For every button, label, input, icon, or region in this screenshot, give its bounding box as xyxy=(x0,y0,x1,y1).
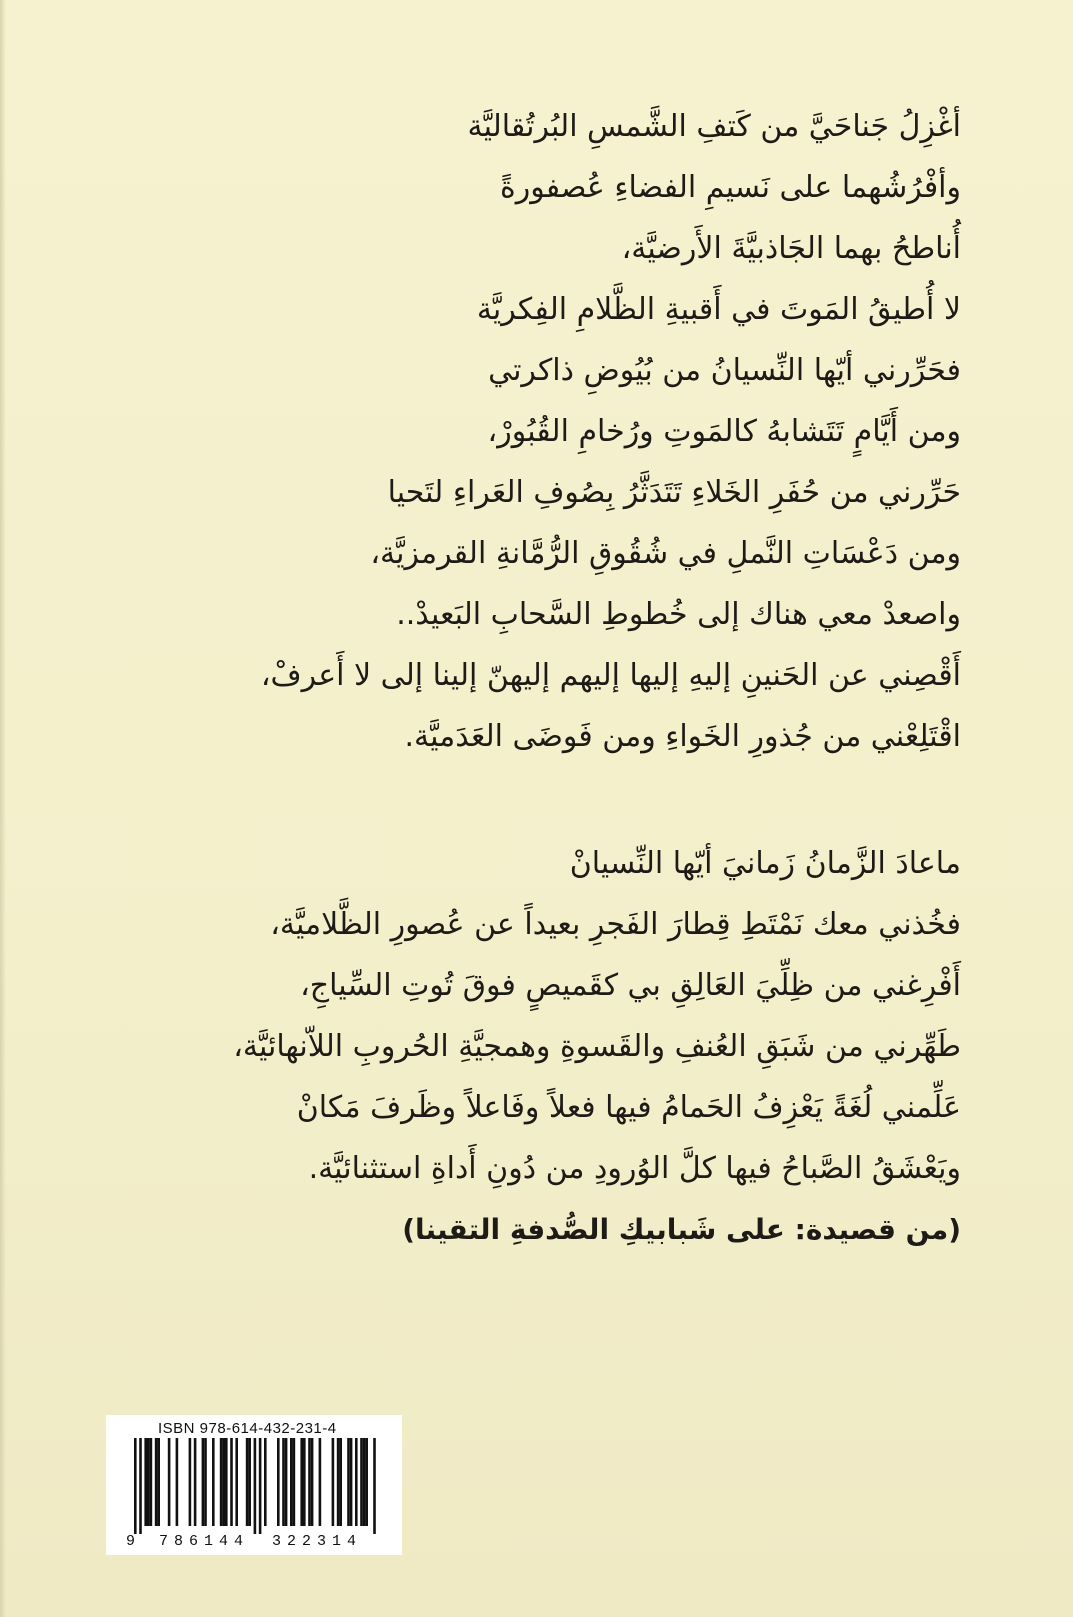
poem-line: واصعدْ معي هناك إلى خُطوطِ السَّحابِ البَعيدْ.. xyxy=(396,597,961,632)
barcode-bar xyxy=(189,1438,192,1526)
barcode-bar xyxy=(235,1438,238,1526)
barcode-bar xyxy=(285,1438,288,1526)
barcode-digit-lead: 9 xyxy=(126,1533,136,1550)
barcode-bars xyxy=(134,1438,378,1534)
barcode-bar xyxy=(168,1438,171,1526)
barcode-bar xyxy=(332,1438,335,1526)
barcode-guard-bar xyxy=(134,1438,137,1534)
barcode-bar xyxy=(360,1438,363,1526)
barcode-bar xyxy=(303,1438,306,1526)
poem-line: ومن أَيَّامٍ تَتَشابهُ كالمَوتِ ورُخامِ القُبُورْ، xyxy=(487,414,961,449)
barcode-bar xyxy=(337,1438,340,1526)
barcode-bar xyxy=(155,1438,158,1526)
barcode-bar xyxy=(293,1438,296,1526)
poem-line: لا أُطيقُ المَوتَ في أَقبيةِ الظَّلامِ الفِكريَّة xyxy=(476,292,961,327)
barcode-bar xyxy=(355,1438,358,1526)
barcode-bar xyxy=(220,1438,223,1526)
barcode-digits-left: 786144 xyxy=(159,1533,250,1550)
barcode-bar xyxy=(311,1438,314,1526)
barcode-bar xyxy=(176,1438,179,1526)
poem-stanza-2 xyxy=(101,833,961,1199)
barcode-bar xyxy=(147,1438,150,1526)
isbn-barcode xyxy=(106,1415,402,1555)
poem-line: حَرِّرني من حُفَرِ الخَلاءِ تَتَدَثَّرُ بِصُوفِ العَراءِ لتَحيا xyxy=(387,475,961,510)
poem-line: ومن دَعْسَاتِ النَّملِ في شُقُوقِ الرُّمَّانةِ القرمزيَّة، xyxy=(370,536,961,571)
cover-edge-shadow xyxy=(0,0,6,1617)
barcode-guard-bar xyxy=(254,1438,257,1534)
poem-stanza-1 xyxy=(101,96,961,767)
barcode-bar xyxy=(222,1438,225,1526)
poem-line: فحَرِّرني أيّها النِّسيانُ من بُيُوضِ ذاكرتي xyxy=(488,353,961,388)
poem-line: ويَعْشَقُ الصَّباحُ فيها كلَّ الوُرودِ من دُونِ أَداةِ استثنائيَّة. xyxy=(308,1151,961,1186)
barcode-bar xyxy=(350,1438,353,1526)
barcode-bar xyxy=(150,1438,153,1526)
barcode-bar xyxy=(319,1438,322,1526)
poem-source-caption: (من قصيدة: على شَبابيكِ الصُّدفةِ التقينا) xyxy=(402,1213,961,1246)
barcode-bar xyxy=(204,1438,207,1526)
poem-line: ماعادَ الزَّمانُ زَمانيَ أيّها النِّسيانْ xyxy=(569,846,961,881)
poem-line: وأفْرُشُهما على نَسيمِ الفضاءِ عُصفورةً xyxy=(500,170,961,205)
poem-line: أُناطحُ بهما الجَاذبيَّةَ الأَرضيَّة، xyxy=(621,231,961,266)
barcode-bar xyxy=(277,1438,280,1526)
barcode-bar xyxy=(157,1438,160,1526)
barcode-bar xyxy=(225,1438,228,1526)
barcode-bar xyxy=(308,1438,311,1526)
poem-line: اقْتَلِعْني من جُذورِ الخَواءِ ومن فَوضَى العَدَميَّة. xyxy=(404,719,961,754)
barcode-digits-right: 322314 xyxy=(272,1533,363,1550)
barcode-bar xyxy=(230,1438,233,1526)
barcode-bar xyxy=(264,1438,267,1526)
barcode-bar xyxy=(248,1438,251,1526)
barcode-bar xyxy=(246,1438,249,1526)
poem-line: عَلِّمني لُغَةً يَعْزِفُ الحَمامُ فيها فعلاً وفَاعلاً وظَرفَ مَكانْ xyxy=(296,1090,961,1125)
poem-line: فخُذني معك نَمْتَطِ قِطارَ الفَجرِ بعيداً عن عُصورِ الظَّلاميَّة، xyxy=(270,907,961,942)
poem-line: أَفْرِغني من ظِلِّيَ العَالِقِ بي كقَميصٍ فوقَ تُوتِ السِّياجِ، xyxy=(300,968,961,1003)
barcode-bar xyxy=(365,1438,368,1526)
barcode-bar xyxy=(144,1438,147,1526)
barcode-bar xyxy=(300,1438,303,1526)
barcode-bar xyxy=(212,1438,215,1526)
barcode-bar xyxy=(202,1438,205,1526)
barcode-guard-bar xyxy=(139,1438,142,1534)
poem-line: أَقْصِني عن الحَنينِ إليهِ إليها إليهم إليهنّ إلينا إلى لا أَعرفْ، xyxy=(260,658,961,693)
barcode-guard-bar xyxy=(259,1438,262,1534)
barcode-bar xyxy=(347,1438,350,1526)
barcode-bar xyxy=(290,1438,293,1526)
poem-line: أغْزِلُ جَناحَيَّ من كَتفِ الشَّمسِ البُرتُقاليَّة xyxy=(467,109,961,144)
barcode-bar xyxy=(363,1438,366,1526)
poem-line: طَهِّرني من شَبَقِ العُنفِ والقَسوةِ وهمجيَّةِ الحُروبِ اللاّنهائيَّة، xyxy=(233,1029,961,1064)
barcode-bar xyxy=(194,1438,197,1526)
barcode-guard-bar xyxy=(373,1438,376,1534)
barcode-bar xyxy=(282,1438,285,1526)
isbn-label: ISBN 978-614-432-231-4 xyxy=(158,1420,337,1437)
barcode-bar xyxy=(339,1438,342,1526)
